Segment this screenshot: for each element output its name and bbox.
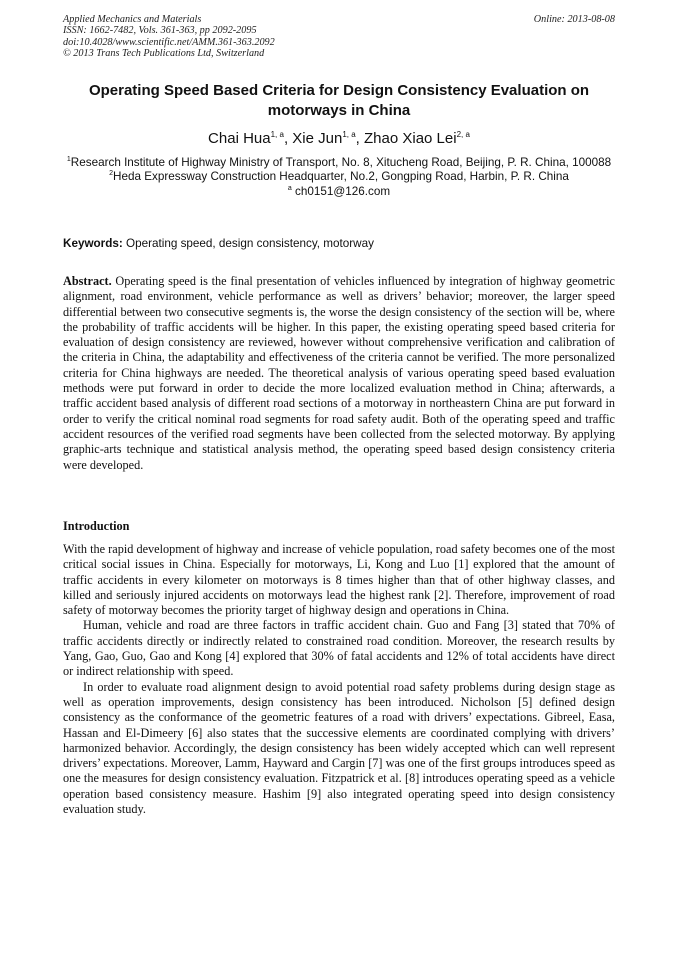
affiliation-sup: 1: [66, 156, 71, 163]
abstract-label: Abstract.: [63, 274, 112, 288]
affiliation-sup: 2: [109, 170, 114, 178]
online-date: Online: 2013-08-08: [533, 14, 615, 25]
affiliation-2: [63, 170, 615, 184]
email-sup: a: [287, 184, 292, 192]
section-heading-introduction: Introduction: [63, 519, 130, 533]
doi-line: doi:10.4028/www.scientific.net/AMM.361-363.2092: [63, 36, 275, 48]
affiliation-text: Heda Expressway Construction Headquarter, No.2, Gongping Road, Harbin, P. R. China: [113, 170, 569, 184]
keywords-text: Operating speed, design consistency, motorway: [126, 237, 374, 250]
author-name: Xie Jun: [292, 130, 343, 147]
affiliations: [63, 156, 615, 199]
keywords-label: Keywords:: [63, 237, 123, 250]
keywords: [63, 236, 615, 251]
issn-line: ISSN: 1662-7482, Vols. 361-363, pp 2092-2095: [63, 25, 257, 37]
introduction-body: [63, 542, 615, 817]
abstract-text: Operating speed is the final presentation of vehicles influenced by integration of highway geometric alignment, road environment, vehicle performance as well as drivers’ behavior; moreover, the larger speed differential between two consecutive segments is, the worse the design consistency of the section will be, where the probability of traffic accidents will be higher. In this paper, the existing operating speed based criteria for evaluation of design consistency are reviewed, however without comprehensive verification and calibration of the criteria in China, the adaptability and effectiveness of the criteria cannot be verified. The more personalized criteria for China highways are needed. The theoretical analysis of various operating speed based evaluation methods were put forward in order to decide the more localized evaluation method in China; afterwards, a traffic accident based analysis of different road sections of a motorway in northeastern China are put forward in order to verify the critical nominal road segments for road safety audit. Both of the operating speed and traffic accident resources of the verified road segments have been collected from the selected motorway. By applying graphic-arts technique and statistical analysis method, the operating speed based design consistency criteria were developed.: [63, 274, 615, 472]
affiliation-text: Research Institute of Highway Ministry of Transport, No. 8, Xitucheng Road, Beijing, P. R. China, 100088: [70, 156, 612, 169]
journal-header: [63, 14, 615, 60]
affiliation-1: [63, 156, 615, 170]
abstract: [63, 274, 615, 473]
author-sup: 2, a: [456, 130, 470, 139]
author-name: Chai Hua: [208, 130, 271, 147]
email-text: ch0151@126.com: [295, 184, 391, 198]
author-name: Zhao Xiao Lei: [364, 130, 457, 147]
paper-title: Operating Speed Based Criteria for Design Consistency Evaluation on motorways in China: [88, 82, 590, 119]
copyright-line: © 2013 Trans Tech Publications Ltd, Switzerland: [63, 48, 265, 60]
paragraph: In order to evaluate road alignment design to avoid potential road safety problems during design stage as well as operation improvements, design consistency has been introduced. Nicholson [5] defined design consistency as the conformance of the geometric features of a road with drivers’ expectations. Gibreel, Easa, Hassan and El-Dimeery [6] also states that the successive elements are coordinated complying with drivers’ harmonized behavior. Accordingly, the design consistency has been widely accepted which can well represent drivers’ expectations. Moreover, Lamm, Hayward and Cargin [7] was one of the first groups introduces speed as one the measures for design consistency evaluation. Fitzpatrick et al. [8] introduces operating speed as a vehicle operation based consistency measure. Hashim [9] also integrated operating speed into design consistency evaluation study.: [63, 679, 615, 817]
author-email: [63, 185, 615, 199]
paragraph: With the rapid development of highway and increase of vehicle population, road safety becomes one of the most critical social issues in China. Especially for motorways, Li, Kong and Luo [1] explored that the amount of traffic accidents in every kilometer on motorways is 8 times higher than that of other highway classes, and killed and seriously injured accidents on motorways lead the highest rank [2]. Therefore, improvement of road safety of motorway becomes the priority target of highway design and operations in China.: [63, 542, 615, 618]
author-sup: 1, a: [270, 130, 284, 139]
author-sup: 1, a: [342, 130, 356, 139]
author-list: Chai Hua$^{1, a}$, Xie Jun$^{1, a}$, Zhao Xiao Lei$^{2, a}$: [208, 130, 470, 147]
paragraph: Human, vehicle and road are three factors in traffic accident chain. Guo and Fang [3] stated that 70% of traffic accidents directly or indirectly related to constrained road condition. Moreover, the research results by Yang, Gao, Guo, Gao and Kong [4] explored that 30% of fatal accidents and 12% of total accidents have direct or indirect relationship with speed.: [63, 618, 615, 679]
journal-name: Applied Mechanics and Materials: [63, 14, 202, 25]
